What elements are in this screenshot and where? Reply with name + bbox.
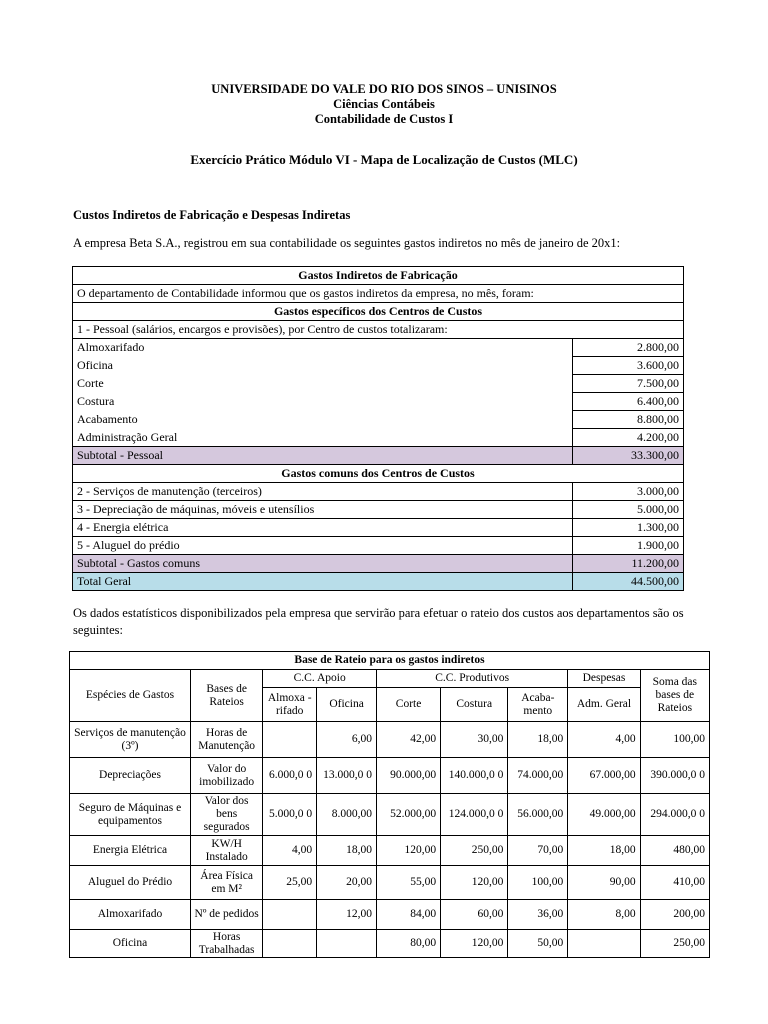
table-row: Serviços de manutenção (3º) Horas de Manutenção 6,00 42,00 30,00 18,00 4,00 100,00 (70, 722, 710, 758)
statistics-text: Os dados estatísticos disponibilizados pela empresa que servirão para efetuar o rateio dos custos aos departamentos são os seguintes: (73, 606, 684, 637)
indirect-costs-table (72, 266, 684, 591)
table-row: Seguro de Máquinas e equipamentos Valor dos bens segurados 5.000,0 0 8.000,00 52.000,00 124.000,0 0 56.000,00 49.000,00 294.000,0 0 (70, 794, 710, 836)
group-despesas: Despesas (568, 670, 640, 688)
subtotal-common-row: Subtotal - Gastos comuns 11.200,00 (73, 555, 684, 573)
table-row: Almoxarifado Nº de pedidos 12,00 84,00 60,00 36,00 8,00 200,00 (70, 900, 710, 930)
intro-text: A empresa Beta S.A., registrou em sua contabilidade os seguintes gastos indiretos no mês de janeiro de 20x1: (73, 236, 621, 250)
subtotal-personnel-row: Subtotal - Pessoal 33.300,00 (73, 447, 684, 465)
personnel-label: 1 - Pessoal (salários, encargos e provisões), por Centro de custos totalizaram: (73, 321, 684, 339)
table2-title: Base de Rateio para os gastos indiretos (70, 652, 710, 670)
col-especies: Espécies de Gastos (70, 670, 191, 722)
table-row: 2 - Serviços de manutenção (terceiros) 3.000,00 (73, 483, 684, 501)
col-bases: Bases de Rateios (190, 670, 262, 722)
group-produtivos: C.C. Produtivos (377, 670, 568, 688)
table-row: 5 - Aluguel do prédio 1.900,00 (73, 537, 684, 555)
allocation-base-table (69, 651, 710, 958)
col-oficina: Oficina (317, 688, 377, 722)
common-costs-title: Gastos comuns dos Centros de Custos (73, 465, 684, 483)
course-title: Ciências Contábeis (333, 97, 435, 111)
table-row: Energia Elétrica KW/H Instalado 4,00 18,00 120,00 250,00 70,00 18,00 480,00 (70, 836, 710, 866)
table-row: 4 - Energia elétrica 1.300,00 (73, 519, 684, 537)
col-almox: Almoxa -rifado (263, 688, 317, 722)
university-title: UNIVERSIDADE DO VALE DO RIO DOS SINOS – UNISINOS (211, 82, 557, 96)
table-row: Almoxarifado 2.800,00 (73, 339, 684, 357)
exercise-title: Exercício Prático Módulo VI - Mapa de Localização de Custos (MLC) (190, 152, 578, 167)
section-title: Custos Indiretos de Fabricação e Despesas Indiretas (73, 208, 351, 222)
table-row: Oficina 3.600,00 (73, 357, 684, 375)
table-row: Corte 7.500,00 (73, 375, 684, 393)
specific-costs-title: Gastos específicos dos Centros de Custos (73, 303, 684, 321)
subject-title: Contabilidade de Custos I (314, 112, 454, 126)
table1-note: O departamento de Contabilidade informou que os gastos indiretos da empresa, no mês, foram: (73, 285, 684, 303)
total-row: Total Geral 44.500,00 (73, 573, 684, 591)
table-row: 3 - Depreciação de máquinas, móveis e utensílios 5.000,00 (73, 501, 684, 519)
table1-title: Gastos Indiretos de Fabricação (73, 267, 684, 285)
col-acab: Acaba- mento (508, 688, 568, 722)
table-row: Oficina Horas Trabalhadas 80,00 120,00 50,00 250,00 (70, 930, 710, 958)
table-row: Aluguel do Prédio Área Física em M² 25,00 20,00 55,00 120,00 100,00 90,00 410,00 (70, 866, 710, 900)
col-adm: Adm. Geral (568, 688, 640, 722)
col-soma: Soma das bases de Rateios (640, 670, 709, 722)
table-row: Acabamento 8.800,00 (73, 411, 684, 429)
table-row: Depreciações Valor do imobilizado 6.000,0 0 13.000,0 0 90.000,00 140.000,0 0 74.000,00 67.000,00 390.000,0 0 (70, 758, 710, 794)
col-costura: Costura (441, 688, 508, 722)
group-apoio: C.C. Apoio (263, 670, 377, 688)
col-corte: Corte (377, 688, 441, 722)
table-row: Costura 6.400,00 (73, 393, 684, 411)
table-row: Administração Geral 4.200,00 (73, 429, 684, 447)
